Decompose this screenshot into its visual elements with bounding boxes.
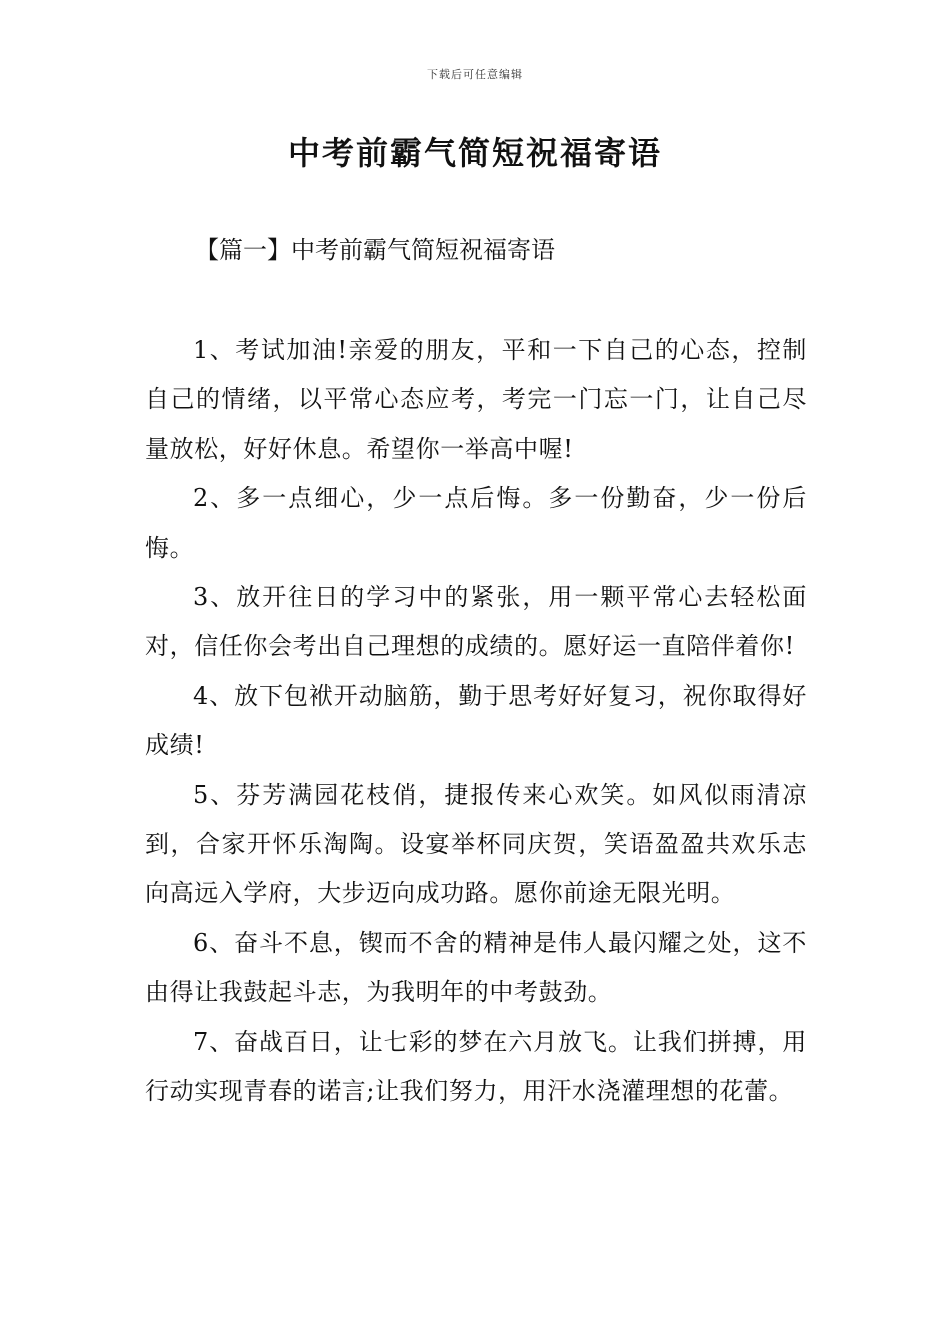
paragraph-2: 2、多一点细心，少一点后悔。多一份勤奋，少一份后悔。: [145, 484, 807, 562]
header-note: 下载后可任意编辑: [427, 68, 523, 81]
section-heading: 【篇一】中考前霸气简短祝福寄语: [195, 236, 555, 264]
paragraph-6: 6、奋斗不息，锲而不舍的精神是伟人最闪耀之处，这不由得让我鼓起斗志，为我明年的中考鼓劲。: [145, 928, 807, 1007]
document-title: 中考前霸气简短祝福寄语: [287, 134, 662, 172]
paragraph-7: 7、奋战百日，让七彩的梦在六月放飞。让我们拼搏，用行动实现青春的诺言;让我们努力，用汗水浇灌理想的花蕾。: [145, 1027, 807, 1106]
document-body: [145, 326, 807, 1117]
paragraph-1: 1、考试加油!亲爱的朋友，平和一下自己的心态，控制自己的情绪，以平常心态应考，考完一门忘一门，让自己尽量放松，好好休息。希望你一举高中喔!: [145, 336, 807, 463]
paragraph-3: 3、放开往日的学习中的紧张，用一颗平常心去轻松面对，信任你会考出自己理想的成绩的。愿好运一直陪伴着你!: [145, 583, 807, 661]
paragraph-4: 4、放下包袱开动脑筋，勤于思考好好复习，祝你取得好成绩!: [145, 681, 807, 760]
paragraph-5: 5、芬芳满园花枝俏，捷报传来心欢笑。如风似雨清凉到，合家开怀乐淘陶。设宴举杯同庆贺，笑语盈盈共欢乐志向高远入学府，大步迈向成功路。愿你前途无限光明。: [145, 780, 807, 908]
